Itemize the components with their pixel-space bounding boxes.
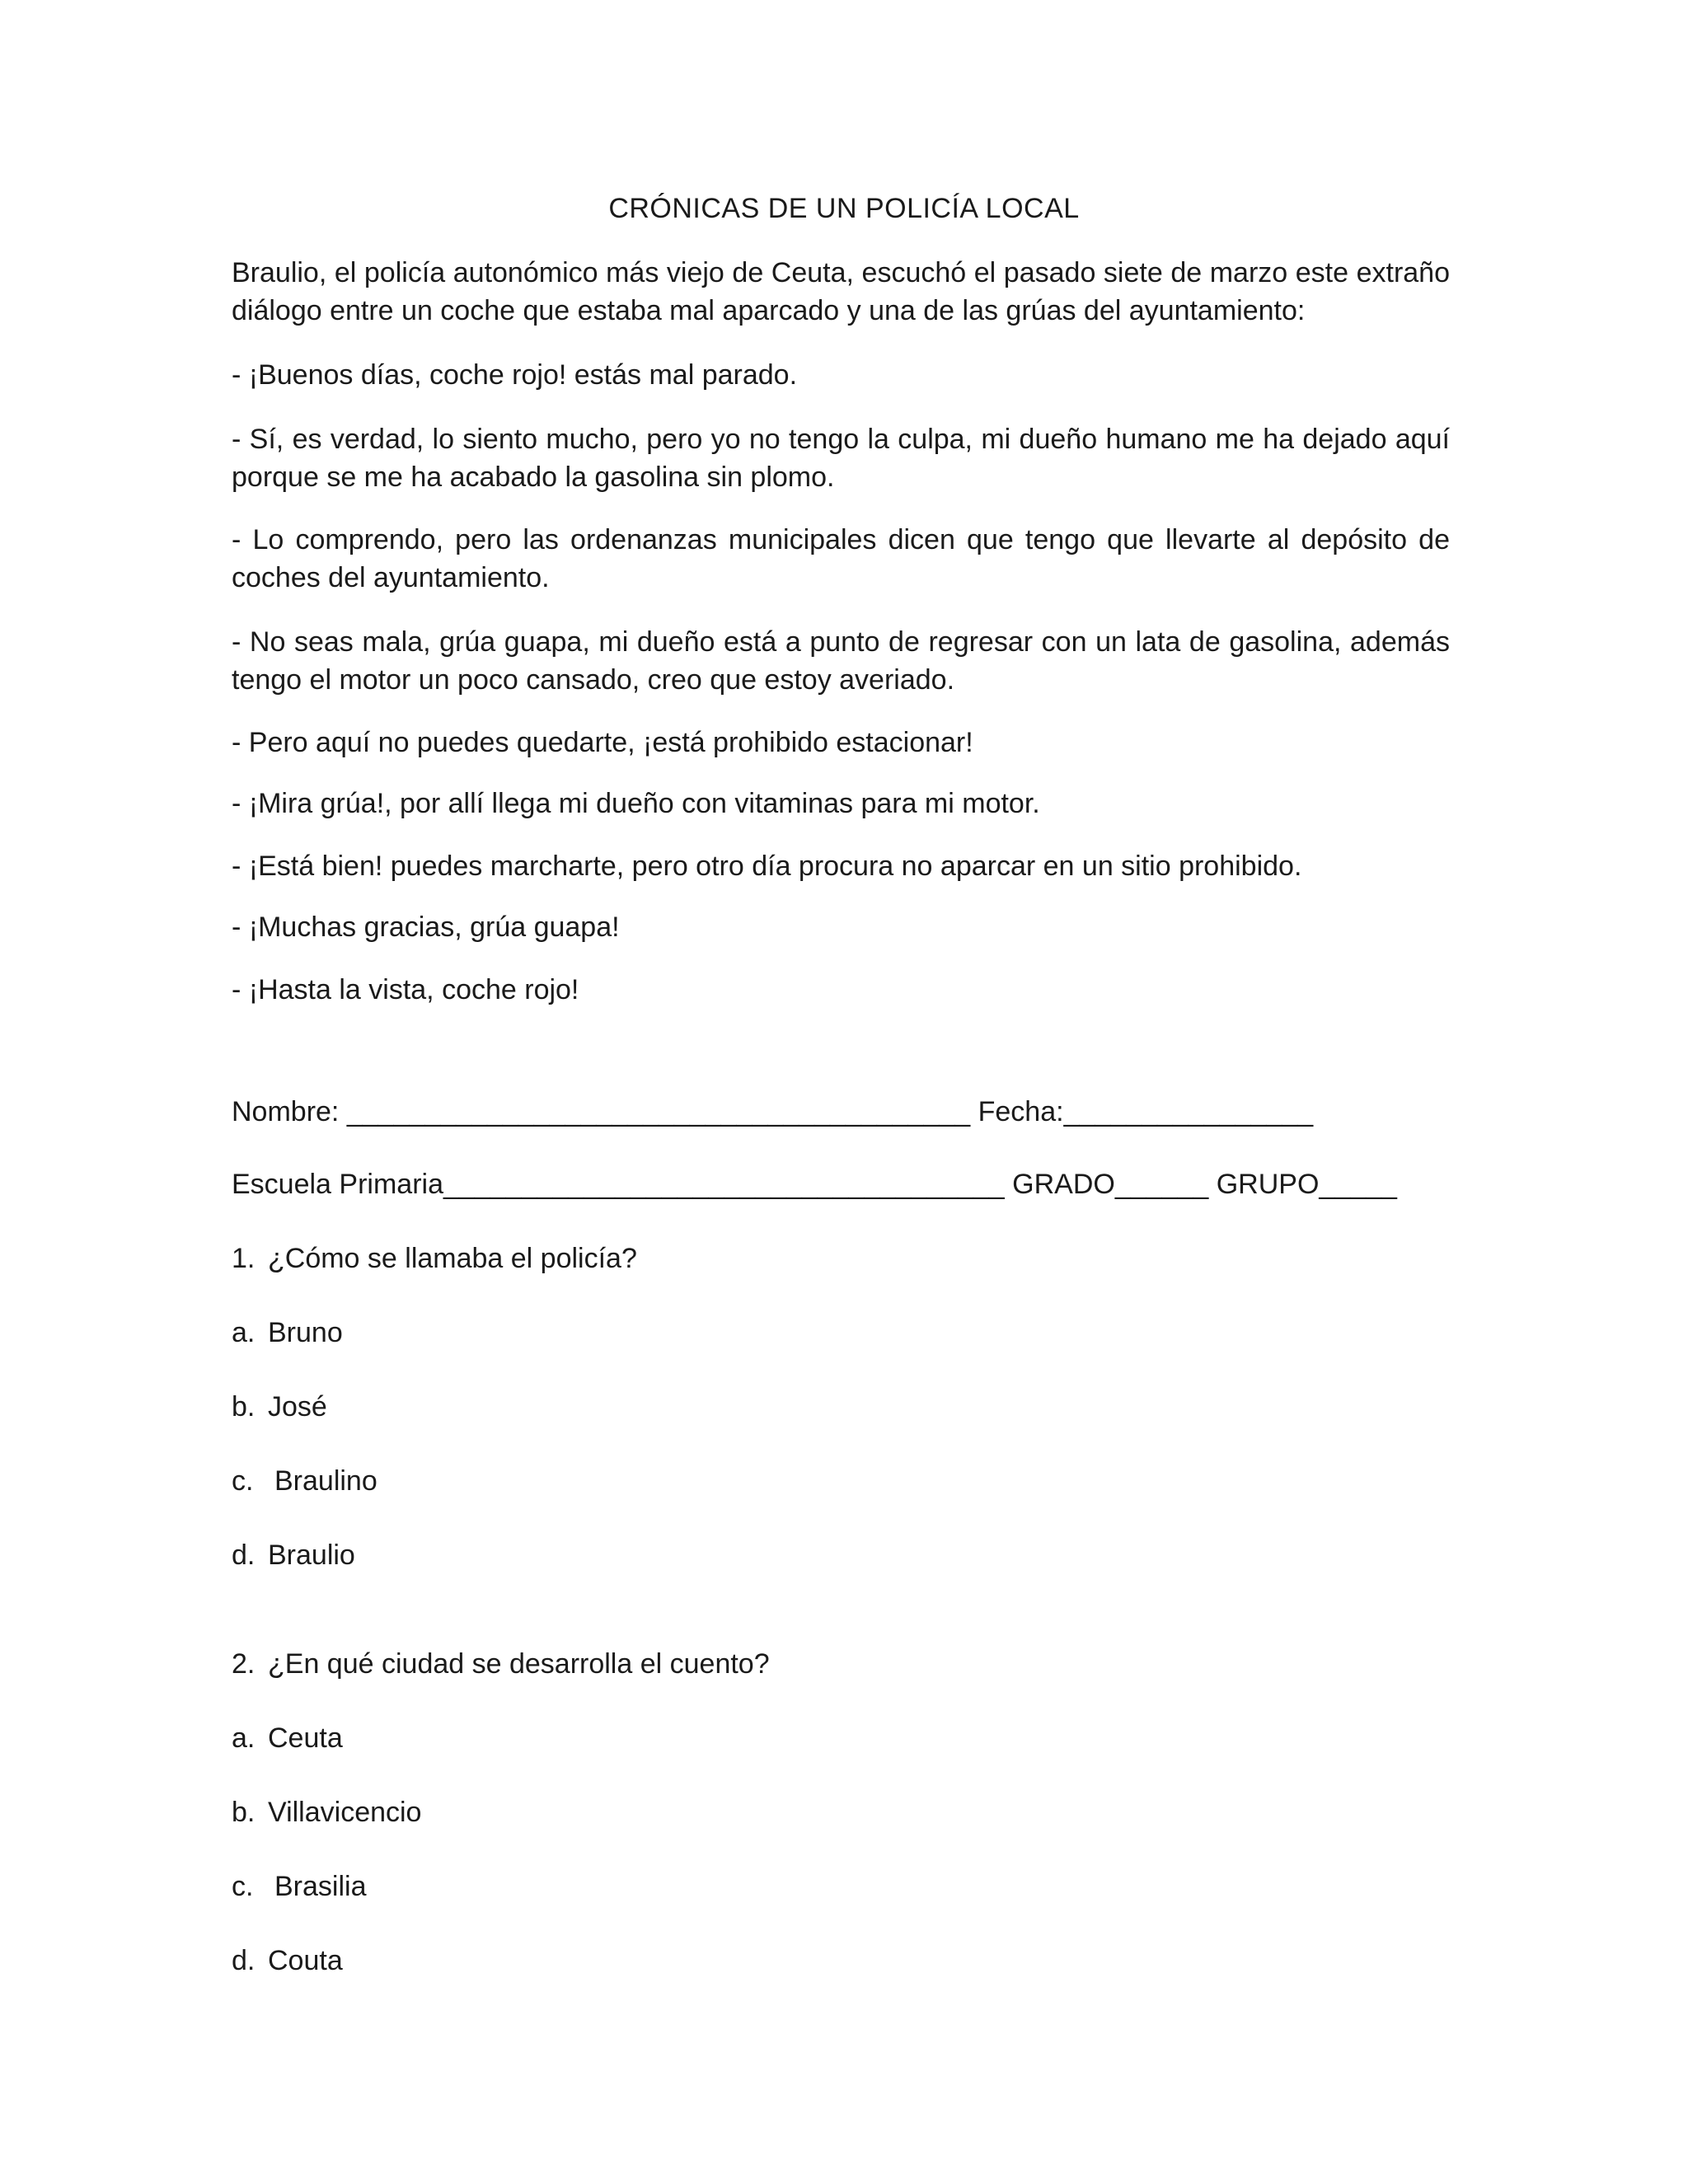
option-text: José [268, 1391, 327, 1422]
intro-paragraph: Braulio, el policía autonómico más viejo de Ceuta, escuchó el pasado siete de marzo este extraño diálogo entre un coche que estaba mal aparcado y una de las grúas del ayuntamiento: [232, 257, 1450, 326]
option-text: Villavicencio [268, 1797, 422, 1828]
option-1b [232, 1388, 1450, 1426]
option-1d [232, 1536, 1450, 1574]
dialogue-line: - ¡Hasta la vista, coche rojo! [232, 974, 579, 1005]
option-text: Ceuta [268, 1722, 343, 1754]
option-label: b. [232, 1391, 256, 1422]
question-1 [232, 1240, 1450, 1277]
option-label: c. [232, 1465, 254, 1497]
dialogue-line: - ¡Buenos días, coche rojo! estás mal parado. [232, 359, 798, 391]
dialogue-line: - ¡Mira grúa!, por allí llega mi dueño con vitaminas para mi motor. [232, 788, 1040, 819]
dialogue-line: - ¡Muchas gracias, grúa guapa! [232, 912, 620, 943]
option-2d [232, 1942, 1450, 1980]
option-text: Braulino [274, 1465, 377, 1497]
question-2 [232, 1645, 1450, 1683]
option-label: a. [232, 1722, 256, 1754]
option-label: d. [232, 1945, 256, 1976]
option-2a [232, 1719, 1450, 1757]
option-1a [232, 1314, 1450, 1352]
option-text: Braulio [268, 1540, 355, 1571]
dialogue-line: - No seas mala, grúa guapa, mi dueño está a punto de regresar con un lata de gasolina, además tengo el motor un poco cansado, creo que estoy averiado. [232, 626, 1450, 696]
question-text: ¿Cómo se llamaba el policía? [268, 1243, 637, 1274]
dialogue-line: - Sí, es verdad, lo siento mucho, pero yo no tengo la culpa, mi dueño humano me ha dejado aquí porque se me ha acabado la gasolina sin plomo. [232, 424, 1450, 493]
school-grade-group-field[interactable]: Escuela Primaria____________________________________ GRADO______ GRUPO_____ [232, 1169, 1397, 1200]
option-2c [232, 1868, 1450, 1905]
name-date-field[interactable]: Nombre: ________________________________________ Fecha:________________ [232, 1096, 1314, 1127]
document-title: CRÓNICAS DE UN POLICÍA LOCAL [608, 193, 1080, 224]
option-2b [232, 1793, 1450, 1831]
option-label: b. [232, 1797, 256, 1828]
dialogue-line: - Lo comprendo, pero las ordenanzas municipales dicen que tengo que llevarte al depósito de coches del ayuntamiento. [232, 524, 1450, 593]
option-1c [232, 1462, 1450, 1500]
dialogue-line: - ¡Está bien! puedes marcharte, pero otro día procura no aparcar en un sitio prohibido. [232, 851, 1302, 882]
option-label: a. [232, 1317, 256, 1348]
option-label: c. [232, 1871, 254, 1902]
question-number: 1. [232, 1243, 256, 1274]
question-number: 2. [232, 1648, 256, 1680]
option-text: Brasilia [274, 1871, 367, 1902]
option-text: Couta [268, 1945, 343, 1976]
dialogue-line: - Pero aquí no puedes quedarte, ¡está prohibido estacionar! [232, 727, 973, 758]
question-text: ¿En qué ciudad se desarrolla el cuento? [268, 1648, 770, 1680]
option-label: d. [232, 1540, 256, 1571]
option-text: Bruno [268, 1317, 343, 1348]
